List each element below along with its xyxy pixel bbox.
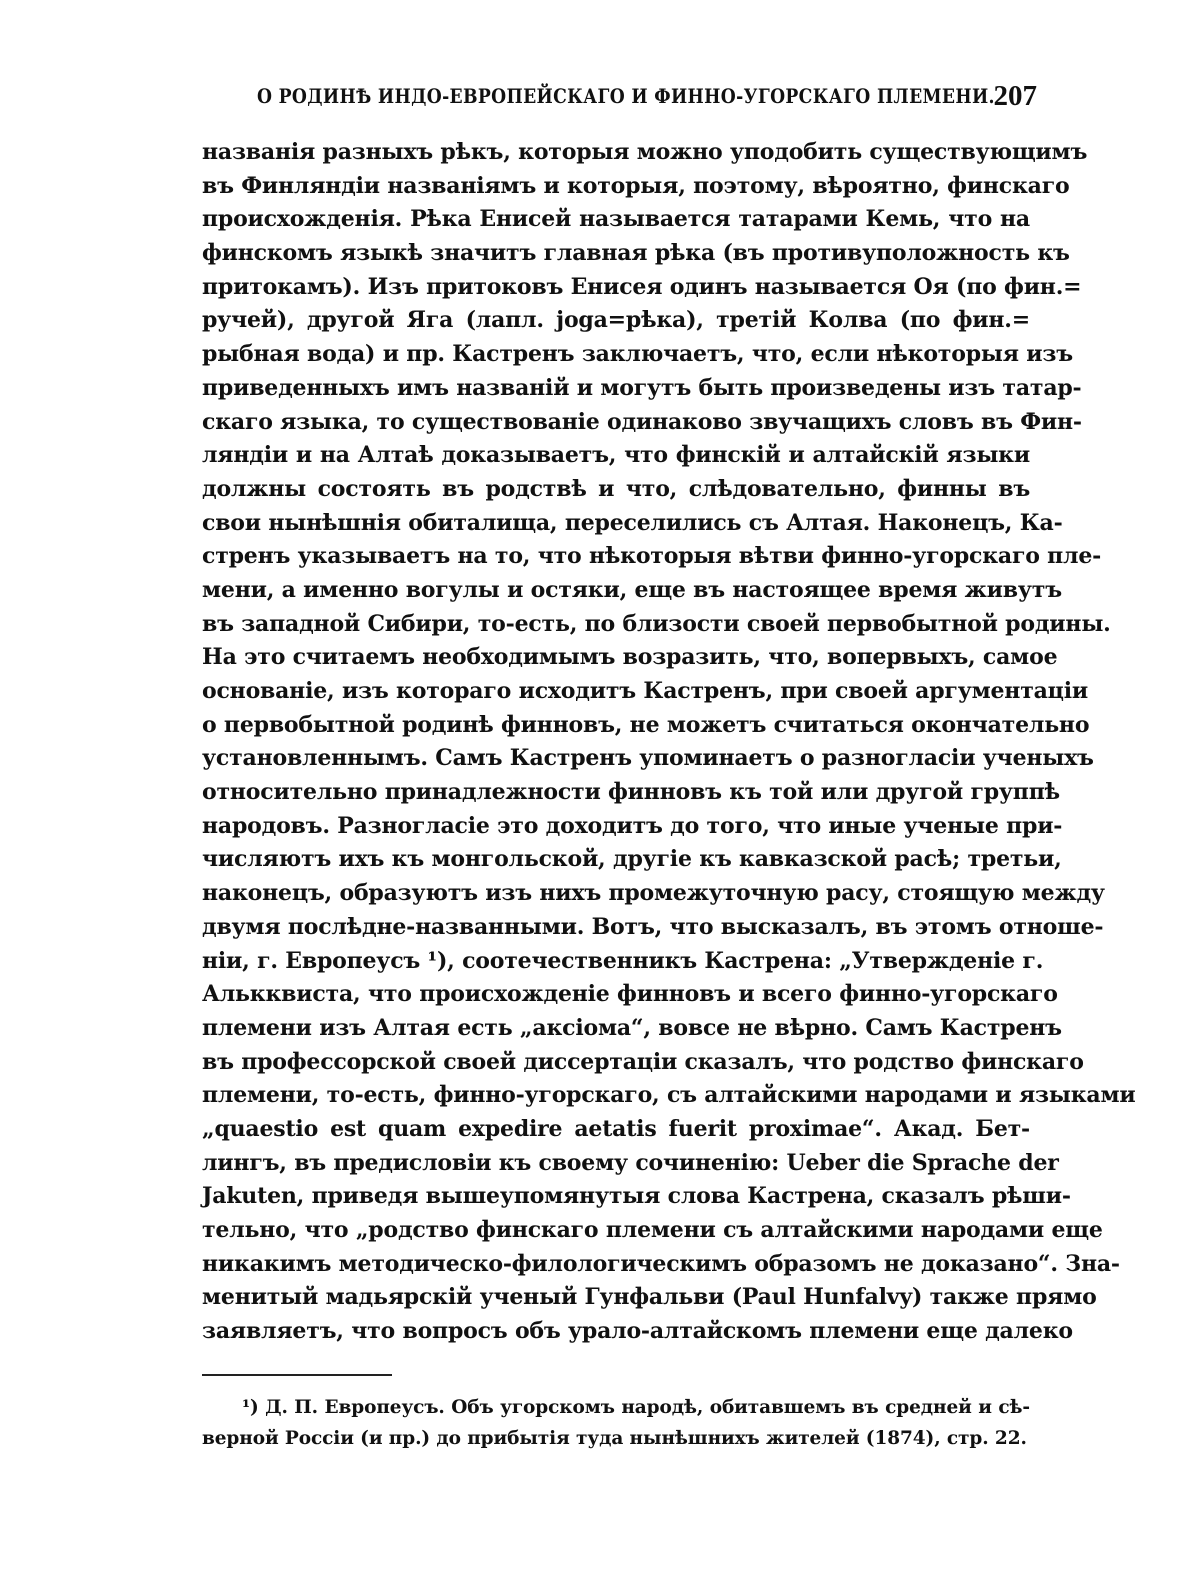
text-line: Jakuten, приведя вышеупомянутыя слова Кастрена, сказалъ рѣши- — [202, 1183, 1071, 1210]
footnote-line: верной Россіи (и пр.) до прибытія туда нынѣшнихъ жителей (1874), стр. 22. — [202, 1428, 1027, 1449]
text-line: менитый мадьярскій ученый Гунфальви (Paul Hunfalvy) также прямо — [202, 1284, 1097, 1311]
text-line: названія разныхъ рѣкъ, которыя можно уподобить существующимъ — [202, 139, 1088, 165]
text-line: скаго языка, то существованіе одинаково звучащихъ словъ въ Фин- — [202, 408, 1082, 435]
text-line: заявляетъ, что вопросъ объ урало-алтайскомъ племени еще далеко — [202, 1318, 1073, 1345]
text-line: наконецъ, образуютъ изъ нихъ промежуточную расу, стоящую между — [202, 880, 1105, 907]
text-line: въ Финляндіи названіямъ и которыя, поэтому, вѣроятно, финскаго — [202, 172, 1070, 199]
text-line: никакимъ методическо-филологическимъ образомъ не доказано“. Зна- — [202, 1250, 1120, 1277]
text-line: двумя послѣдне-названными. Вотъ, что высказалъ, въ этомъ отноше- — [202, 913, 1104, 940]
text-line: относительно принадлежности финновъ къ той или другой группѣ — [202, 779, 1060, 806]
text-line: происхожденія. Рѣка Енисей называется татарами Кемь, что на — [202, 206, 1030, 233]
body-text — [202, 136, 1136, 1349]
text-line: На это считаемъ необходимымъ возразить, что, вопервыхъ, самое — [202, 644, 1058, 671]
text-line: ніи, г. Европеусъ ¹), соотечественникъ Кастрена: „Утвержденіе г. — [202, 947, 1044, 974]
text-line: о первобытной родинѣ финновъ, не можетъ считаться окончательно — [202, 711, 1090, 738]
running-header — [247, 80, 1037, 116]
text-line: племени, то-есть, финно-угорскаго, съ алтайскими народами и языками — [202, 1082, 1136, 1109]
text-line: племени изъ Алтая есть „аксіома“, вовсе не вѣрно. Самъ Кастренъ — [202, 1014, 1062, 1041]
footnote-divider — [202, 1374, 392, 1376]
text-line: мени, а именно вогулы и остяки, еще въ настоящее время живутъ — [202, 576, 1062, 603]
text-line: Алькквиста, что происхожденіе финновъ и всего финно-угорскаго — [202, 981, 1058, 1008]
text-line: должны состоять въ родствѣ и что, слѣдовательно, финны въ — [202, 475, 1030, 502]
footnote — [202, 1392, 1030, 1454]
text-line: приведенныхъ имъ названій и могутъ быть произведены изъ татар- — [202, 374, 1082, 401]
text-line: свои нынѣшнія обиталища, переселились съ Алтая. Наконецъ, Ка- — [202, 509, 1063, 536]
footnote-line: ¹) Д. П. Европеусъ. Объ угорскомъ народѣ, обитавшемъ въ средней и сѣ- — [242, 1397, 1030, 1418]
text-line: финскомъ языкѣ значитъ главная рѣка (въ противуположность къ — [202, 240, 1070, 267]
running-title: О РОДИНѢ ИНДО-ЕВРОПЕЙСКАГО И ФИННО-УГОРСКАГО ПЛЕМЕНИ. — [257, 84, 995, 108]
text-line: стренъ указываетъ на то, что нѣкоторыя вѣтви финно-угорскаго пле- — [202, 543, 1102, 570]
text-line: ручей), другой Яга (лапл. joga=рѣка), третій Колва (по фин.= — [202, 307, 1030, 334]
text-line: притокамъ). Изъ притоковъ Енисея одинъ называется Оя (по фин.= — [202, 273, 1082, 300]
text-line: тельно, что „родство финскаго племени съ алтайскими народами еще — [202, 1217, 1103, 1243]
text-line: „quaestio est quam expedire aetatis fuerit proximae“. Акад. Бет- — [202, 1115, 1030, 1142]
text-line: лингъ, въ предисловіи къ своему сочиненію: Ueber die Sprache der — [202, 1149, 1059, 1176]
text-line: ляндіи и на Алтаѣ доказываетъ, что финскій и алтайскій языки — [202, 442, 1030, 469]
text-line: рыбная вода) и пр. Кастренъ заключаетъ, что, если нѣкоторыя изъ — [202, 341, 1073, 368]
text-line: установленнымъ. Самъ Кастренъ упоминаетъ о разногласіи ученыхъ — [202, 745, 1094, 772]
page-number: 207 — [993, 80, 1037, 112]
text-line: числяютъ ихъ къ монгольской, другіе къ кавказской расѣ; третьи, — [202, 846, 1062, 873]
text-line: въ профессорской своей диссертаціи сказалъ, что родство финскаго — [202, 1048, 1084, 1075]
text-line: основаніе, изъ котораго исходитъ Кастренъ, при своей аргументаціи — [202, 678, 1089, 704]
text-line: въ западной Сибири, то-есть, по близости своей первобытной родины. — [202, 610, 1111, 637]
text-line: народовъ. Разногласіе это доходитъ до того, что иные ученые при- — [202, 812, 1063, 839]
